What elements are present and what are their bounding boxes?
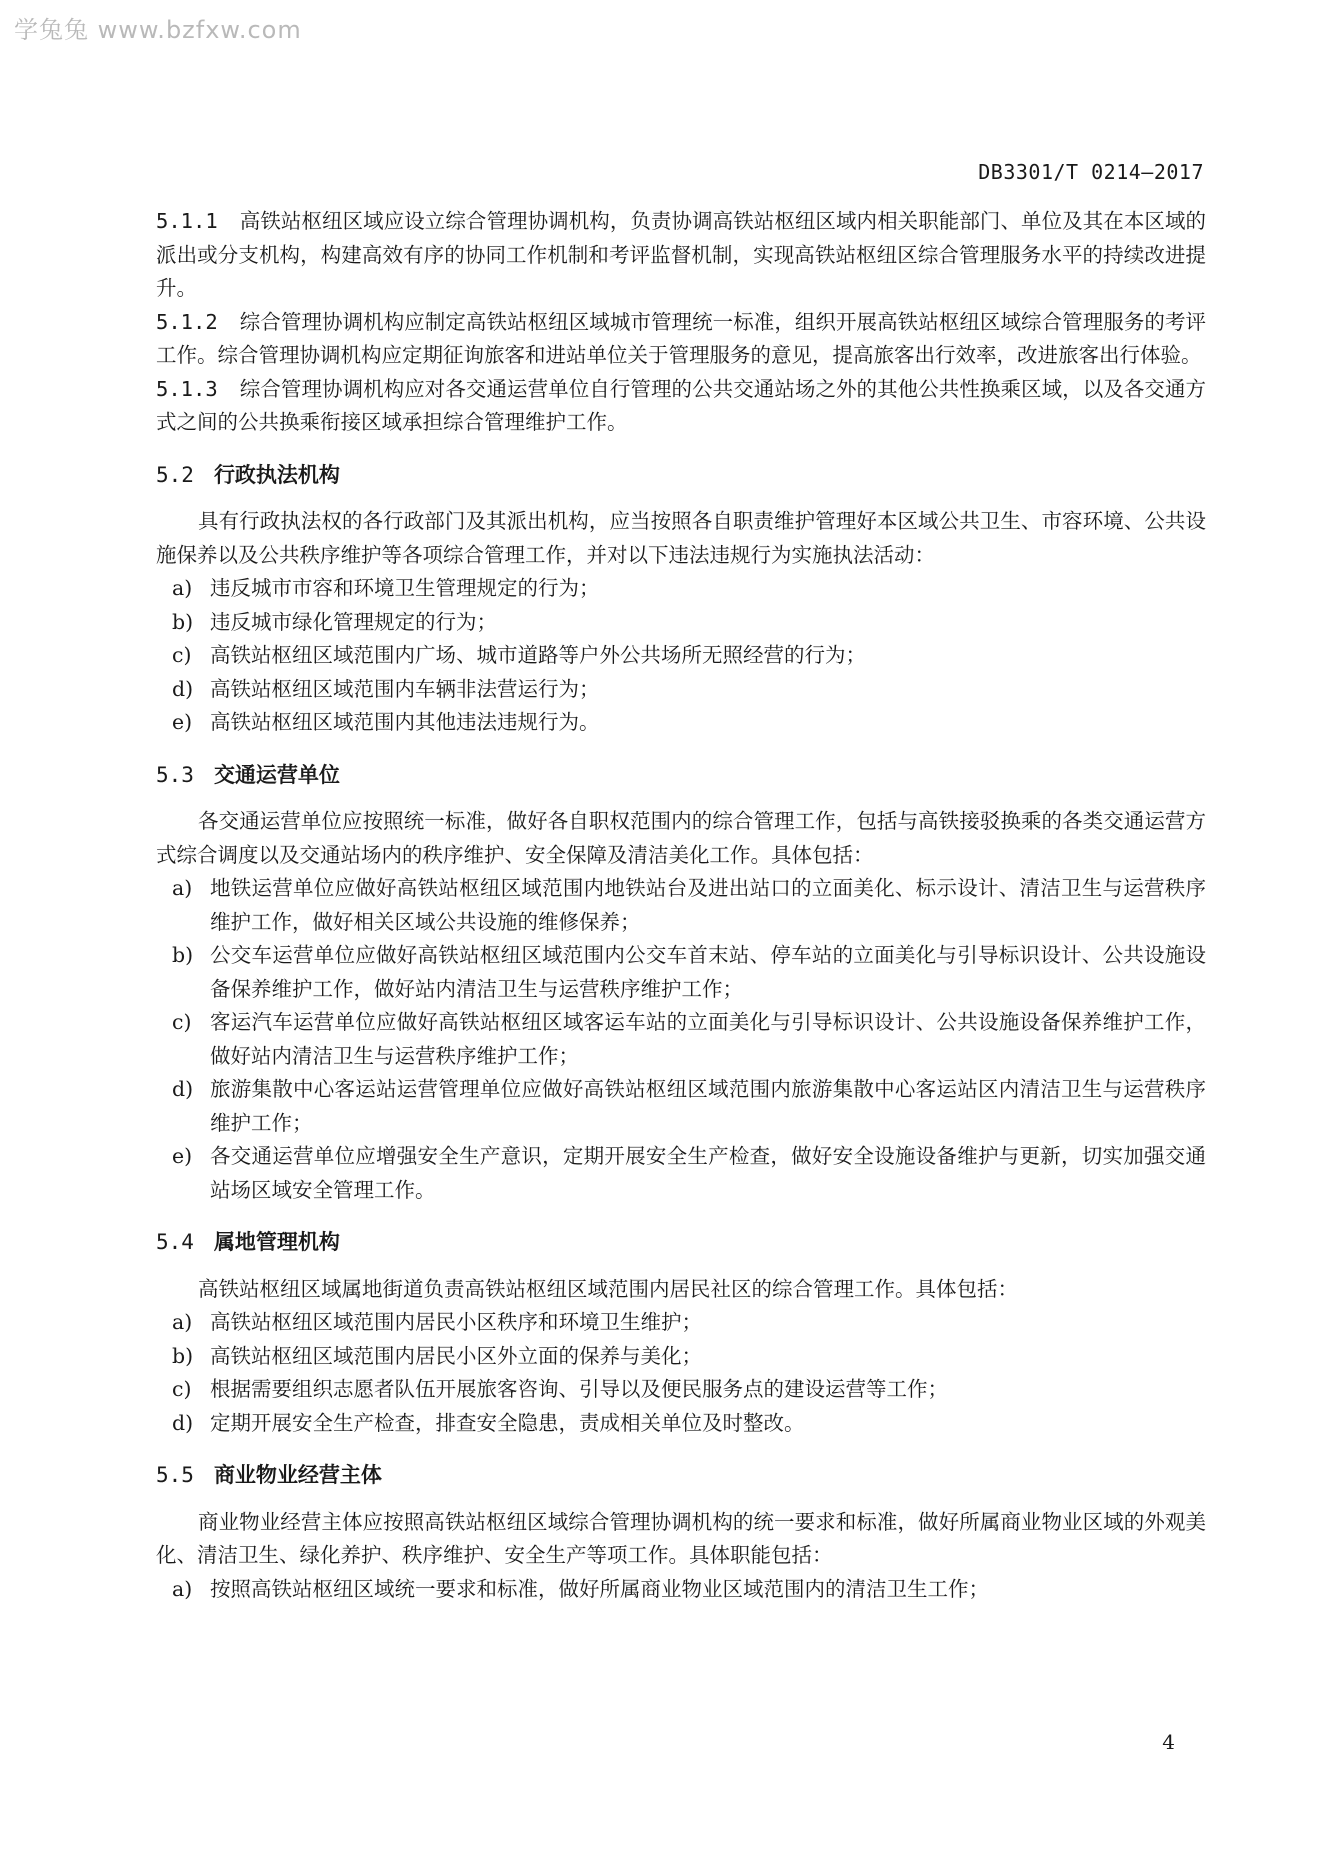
item-text: 客运汽车运营单位应做好高铁站枢纽区域客运车站的立面美化与引导标识设计、公共设施设备保养维护工作，做好站内清洁卫生与运营秩序维护工作；	[210, 1010, 1206, 1068]
item-marker: d)	[172, 1077, 194, 1101]
section-title: 商业物业经营主体	[213, 1463, 382, 1487]
document-body	[156, 205, 1206, 1606]
item-list	[156, 1573, 1206, 1607]
clause-5-1-2	[156, 306, 1206, 373]
page-number: 4	[1162, 1730, 1175, 1754]
item-text: 违反城市市容和环境卫生管理规定的行为；	[210, 576, 600, 600]
item-text: 各交通运营单位应增强安全生产意识，定期开展安全生产检查，做好安全设施设备维护与更新，切实加强交通站场区域安全管理工作。	[210, 1144, 1206, 1202]
item-marker: a)	[172, 1310, 193, 1334]
item-list	[156, 572, 1206, 740]
item-marker: e)	[172, 710, 193, 734]
item-text: 定期开展安全生产检查，排查安全隐患，责成相关单位及时整改。	[210, 1410, 805, 1435]
item-marker: a)	[172, 576, 193, 600]
section-intro: 高铁站枢纽区域属地街道负责高铁站枢纽区域范围内居民社区的综合管理工作。具体包括：	[198, 1276, 1018, 1301]
document-code: DB3301/T 0214—2017	[978, 160, 1204, 184]
item-marker: a)	[172, 876, 193, 900]
item-marker: d)	[172, 1410, 194, 1435]
item-marker: c)	[172, 643, 192, 667]
item-marker: b)	[172, 1343, 194, 1368]
section-title: 行政执法机构	[213, 462, 340, 487]
item-text: 地铁运营单位应做好高铁站枢纽区域范围内地铁站台及进出站口的立面美化、标示设计、清洁卫生与运营秩序维护工作，做好相关区域公共设施的维修保养；	[210, 876, 1206, 934]
item-list	[156, 1306, 1206, 1440]
list-item	[156, 1073, 1206, 1140]
section-number: 5.5	[156, 1463, 194, 1487]
section-intro: 具有行政执法权的各行政部门及其派出机构，应当按照各自职责维护管理好本区域公共卫生、市容环境、公共设施保养以及公共秩序维护等各项综合管理工作，并对以下违法违规行为实施执法活动：	[156, 509, 1206, 567]
item-text: 旅游集散中心客运站运营管理单位应做好高铁站枢纽区域范围内旅游集散中心客运站区内清洁卫生与运营秩序维护工作；	[210, 1077, 1206, 1135]
item-text: 公交车运营单位应做好高铁站枢纽区域范围内公交车首末站、停车站的立面美化与引导标识设计、公共设施设备保养维护工作，做好站内清洁卫生与运营秩序维护工作；	[210, 943, 1206, 1001]
clause-text: 高铁站枢纽区域应设立综合管理协调机构，负责协调高铁站枢纽区域内相关职能部门、单位及其在本区域的派出或分支机构，构建高效有序的协同工作机制和考评监督机制，实现高铁站枢纽区综合管理服务水平的持续改进提升。	[156, 209, 1206, 300]
clause-5-1-1	[156, 205, 1206, 306]
list-item	[156, 872, 1206, 939]
section-heading-5-2	[156, 459, 1206, 493]
item-text: 高铁站枢纽区域范围内其他违法违规行为。	[210, 710, 600, 734]
item-text: 违反城市绿化管理规定的行为；	[210, 609, 497, 634]
item-text: 高铁站枢纽区域范围内居民小区外立面的保养与美化；	[210, 1343, 702, 1368]
item-text: 按照高铁站枢纽区域统一要求和标准，做好所属商业物业区域范围内的清洁卫生工作；	[210, 1576, 989, 1601]
clause-text: 综合管理协调机构应制定高铁站枢纽区域城市管理统一标准，组织开展高铁站枢纽区域综合管理服务的考评工作。综合管理协调机构应定期征询旅客和进站单位关于管理服务的意见，提高旅客出行效率，改进旅客出行体验。	[156, 309, 1206, 367]
watermark: 学兔兔 www.bzfxw.com	[14, 16, 302, 44]
list-item	[156, 706, 1206, 740]
list-item	[156, 1340, 1206, 1374]
list-item	[156, 572, 1206, 606]
clause-number: 5.1.3	[156, 376, 218, 401]
list-item	[156, 1573, 1206, 1607]
item-text: 高铁站枢纽区域范围内广场、城市道路等户外公共场所无照经营的行为；	[210, 643, 866, 667]
section-number: 5.3	[156, 762, 194, 787]
section-intro: 商业物业经营主体应按照高铁站枢纽区域综合管理协调机构的统一要求和标准，做好所属商业物业区域的外观美化、清洁卫生、绿化养护、秩序维护、安全生产等项工作。具体职能包括：	[156, 1509, 1206, 1567]
item-marker: c)	[172, 1010, 192, 1034]
section-title: 交通运营单位	[213, 762, 340, 787]
list-item	[156, 606, 1206, 640]
item-text: 高铁站枢纽区域范围内居民小区秩序和环境卫生维护；	[210, 1310, 702, 1334]
clause-number: 5.1.1	[156, 209, 218, 233]
section-number: 5.2	[156, 462, 194, 487]
list-item	[156, 1373, 1206, 1407]
section-intro: 各交通运营单位应按照统一标准，做好各自职权范围内的综合管理工作，包括与高铁接驳换乘的各类交通运营方式综合调度以及交通站场内的秩序维护、安全保障及清洁美化工作。具体包括：	[156, 809, 1206, 867]
list-item	[156, 1306, 1206, 1340]
list-item	[156, 673, 1206, 707]
clause-text: 综合管理协调机构应对各交通运营单位自行管理的公共交通站场之外的其他公共性换乘区域，以及各交通方式之间的公共换乘衔接区域承担综合管理维护工作。	[156, 376, 1206, 434]
list-item	[156, 1140, 1206, 1207]
item-marker: b)	[172, 609, 194, 634]
section-title: 属地管理机构	[213, 1230, 340, 1254]
list-item	[156, 1006, 1206, 1073]
clause-5-1-3	[156, 373, 1206, 440]
item-text: 根据需要组织志愿者队伍开展旅客咨询、引导以及便民服务点的建设运营等工作；	[210, 1377, 948, 1401]
item-marker: c)	[172, 1377, 192, 1401]
section-heading-5-3	[156, 759, 1206, 793]
section-heading-5-5	[156, 1459, 1206, 1493]
section-number: 5.4	[156, 1230, 194, 1254]
item-marker: a)	[172, 1576, 193, 1601]
item-text: 高铁站枢纽区域范围内车辆非法营运行为；	[210, 676, 600, 701]
list-item	[156, 639, 1206, 673]
item-marker: e)	[172, 1144, 193, 1168]
item-marker: b)	[172, 943, 194, 967]
item-list	[156, 872, 1206, 1207]
clause-number: 5.1.2	[156, 309, 218, 334]
section-heading-5-4	[156, 1226, 1206, 1260]
list-item	[156, 1407, 1206, 1441]
item-marker: d)	[172, 676, 194, 701]
list-item	[156, 939, 1206, 1006]
